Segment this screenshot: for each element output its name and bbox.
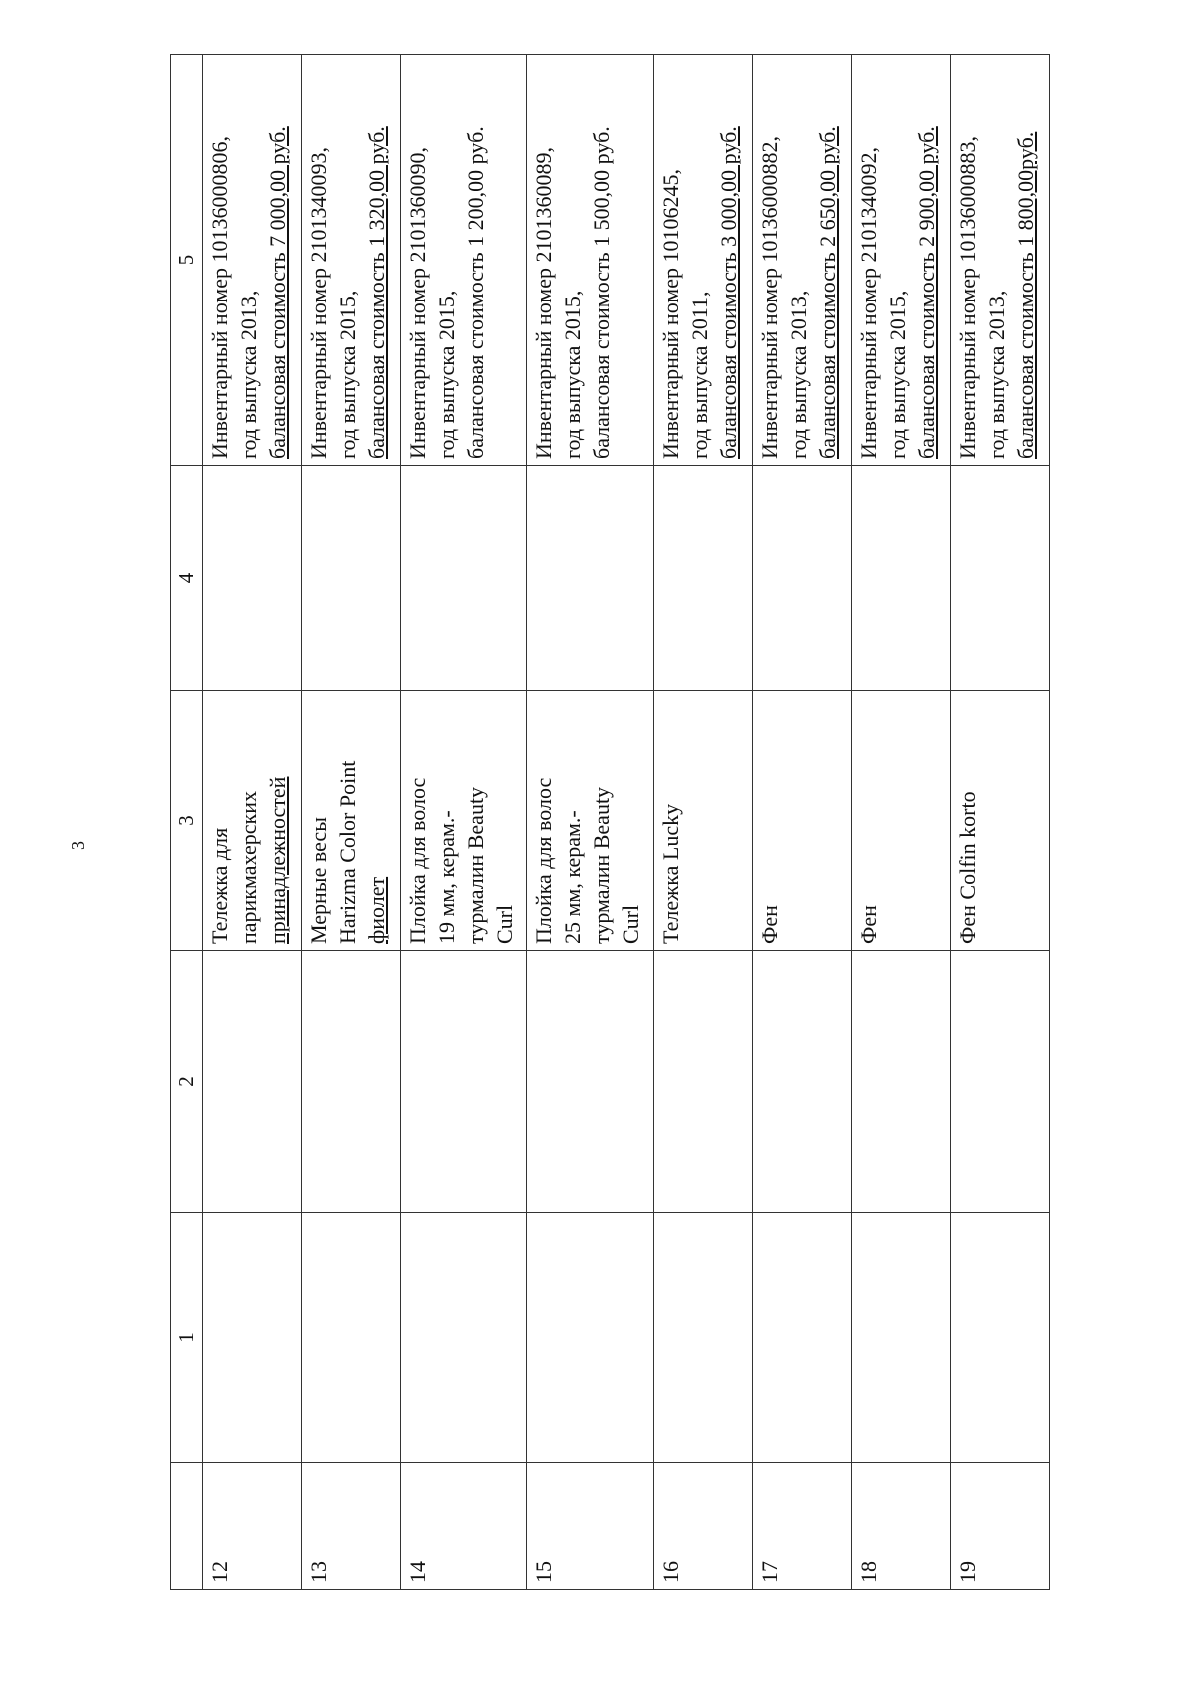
item-name-line: Тележка Lucky <box>657 803 683 944</box>
item-details-line: балансовая стоимость 2 900,00 руб. <box>913 126 939 459</box>
table-row <box>950 55 1049 1590</box>
empty-cell <box>400 1213 526 1463</box>
item-name-line: Тележка для <box>206 827 232 944</box>
item-name-cell <box>202 691 301 951</box>
item-name-cell <box>851 691 950 951</box>
empty-cell <box>202 466 301 691</box>
item-name-cell <box>301 691 400 951</box>
item-details-line: год выпуска 2013, <box>235 290 261 459</box>
empty-cell <box>653 951 752 1213</box>
row-number-cell: 12 <box>202 1463 301 1590</box>
row-number-cell: 13 <box>301 1463 400 1590</box>
table-row <box>752 55 851 1590</box>
table-row <box>202 55 301 1590</box>
empty-cell <box>950 466 1049 691</box>
item-name-line: Плойка для волос <box>531 777 557 944</box>
empty-cell <box>950 951 1049 1213</box>
item-details-cell <box>527 55 653 466</box>
item-name-line: 25 мм, керам.- <box>560 810 586 944</box>
item-details-cell <box>950 55 1049 466</box>
table-row <box>653 55 752 1590</box>
table-header-row <box>171 55 203 1590</box>
item-name-line: фиолет <box>363 876 389 944</box>
row-number-cell: 17 <box>752 1463 851 1590</box>
empty-cell <box>950 1213 1049 1463</box>
item-name-line: парикмахерских <box>235 791 261 944</box>
item-details-line: Инвентарный номер 10136000883, <box>954 136 980 459</box>
empty-cell <box>653 1213 752 1463</box>
empty-cell <box>202 1213 301 1463</box>
item-name-cell <box>400 691 526 951</box>
item-details-line: Инвентарный номер 10106245, <box>657 169 683 459</box>
empty-cell <box>851 1213 950 1463</box>
empty-cell <box>400 951 526 1213</box>
empty-cell <box>400 466 526 691</box>
item-details-line: год выпуска 2011, <box>686 291 712 459</box>
item-details-line: год выпуска 2013, <box>785 290 811 459</box>
item-name-line: Curl <box>491 904 517 944</box>
header-cell-3: 3 <box>171 691 203 951</box>
item-details-cell <box>400 55 526 466</box>
row-number-cell: 14 <box>400 1463 526 1590</box>
empty-cell <box>752 1213 851 1463</box>
inventory-table-body <box>171 55 1050 1590</box>
table-row <box>400 55 526 1590</box>
item-details-cell <box>851 55 950 466</box>
item-name-cell <box>653 691 752 951</box>
item-details-line: Инвентарный номер 10136000806, <box>206 136 232 459</box>
item-name-line: Фен Colfin korto <box>954 791 980 944</box>
empty-cell <box>202 951 301 1213</box>
item-details-cell <box>653 55 752 466</box>
item-details-line: балансовая стоимость 3 000,00 руб. <box>715 126 741 459</box>
item-details-line: год выпуска 2015, <box>560 290 586 459</box>
item-name-line: Фен <box>855 905 881 944</box>
item-name-line: турмалин Beauty <box>462 786 488 944</box>
table-row <box>301 55 400 1590</box>
rotated-table-container <box>170 55 1050 1590</box>
empty-cell <box>527 466 653 691</box>
item-details-line: балансовая стоимость 1 200,00 руб. <box>462 126 488 459</box>
header-cell-1: 1 <box>171 1213 203 1463</box>
table-row <box>851 55 950 1590</box>
item-details-cell <box>752 55 851 466</box>
row-number-cell: 18 <box>851 1463 950 1590</box>
item-name-line: Плойка для волос <box>404 777 430 944</box>
empty-cell <box>301 951 400 1213</box>
empty-cell <box>851 951 950 1213</box>
item-details-line: балансовая стоимость 1 800,00руб. <box>1012 131 1038 459</box>
item-details-line: Инвентарный номер 2101340092, <box>855 147 881 459</box>
row-number-cell: 16 <box>653 1463 752 1590</box>
item-name-line: Harizma Color Point <box>334 760 360 944</box>
item-name-line: принадлежностей <box>264 776 290 944</box>
item-name-line: 19 мм, керам.- <box>433 810 459 944</box>
item-details-line: год выпуска 2015, <box>334 290 360 459</box>
inventory-table <box>170 54 1050 1590</box>
row-number-cell: 15 <box>527 1463 653 1590</box>
empty-cell <box>752 466 851 691</box>
item-details-line: балансовая стоимость 1 500,00 руб. <box>589 126 615 459</box>
page-number: 3 <box>68 841 88 850</box>
item-details-line: балансовая стоимость 2 650,00 руб. <box>814 126 840 459</box>
item-details-line: балансовая стоимость 1 320,00 руб. <box>363 126 389 459</box>
item-name-cell <box>950 691 1049 951</box>
empty-cell <box>752 951 851 1213</box>
empty-cell <box>653 466 752 691</box>
item-name-line: Curl <box>618 904 644 944</box>
empty-cell <box>301 1213 400 1463</box>
empty-cell <box>527 951 653 1213</box>
empty-cell <box>851 466 950 691</box>
item-name-cell <box>752 691 851 951</box>
header-cell-no <box>171 1463 203 1590</box>
item-details-cell <box>202 55 301 466</box>
item-details-cell <box>301 55 400 466</box>
item-name-line: Мерные весы <box>305 817 331 944</box>
empty-cell <box>527 1213 653 1463</box>
item-details-line: Инвентарный номер 2101340093, <box>305 147 331 459</box>
row-number-cell: 19 <box>950 1463 1049 1590</box>
header-cell-2: 2 <box>171 951 203 1213</box>
item-details-line: год выпуска 2015, <box>884 290 910 459</box>
item-details-line: год выпуска 2013, <box>983 290 1009 459</box>
header-cell-4: 4 <box>171 466 203 691</box>
item-name-line: Фен <box>756 905 782 944</box>
item-details-line: Инвентарный номер 2101360090, <box>404 147 430 459</box>
item-name-cell <box>527 691 653 951</box>
item-details-line: балансовая стоимость 7 000,00 руб. <box>264 126 290 459</box>
item-details-line: Инвентарный номер 2101360089, <box>531 147 557 459</box>
empty-cell <box>301 466 400 691</box>
item-name-line: турмалин Beauty <box>589 786 615 944</box>
table-row <box>527 55 653 1590</box>
header-cell-5: 5 <box>171 55 203 466</box>
item-details-line: Инвентарный номер 10136000882, <box>756 136 782 459</box>
item-details-line: год выпуска 2015, <box>433 290 459 459</box>
